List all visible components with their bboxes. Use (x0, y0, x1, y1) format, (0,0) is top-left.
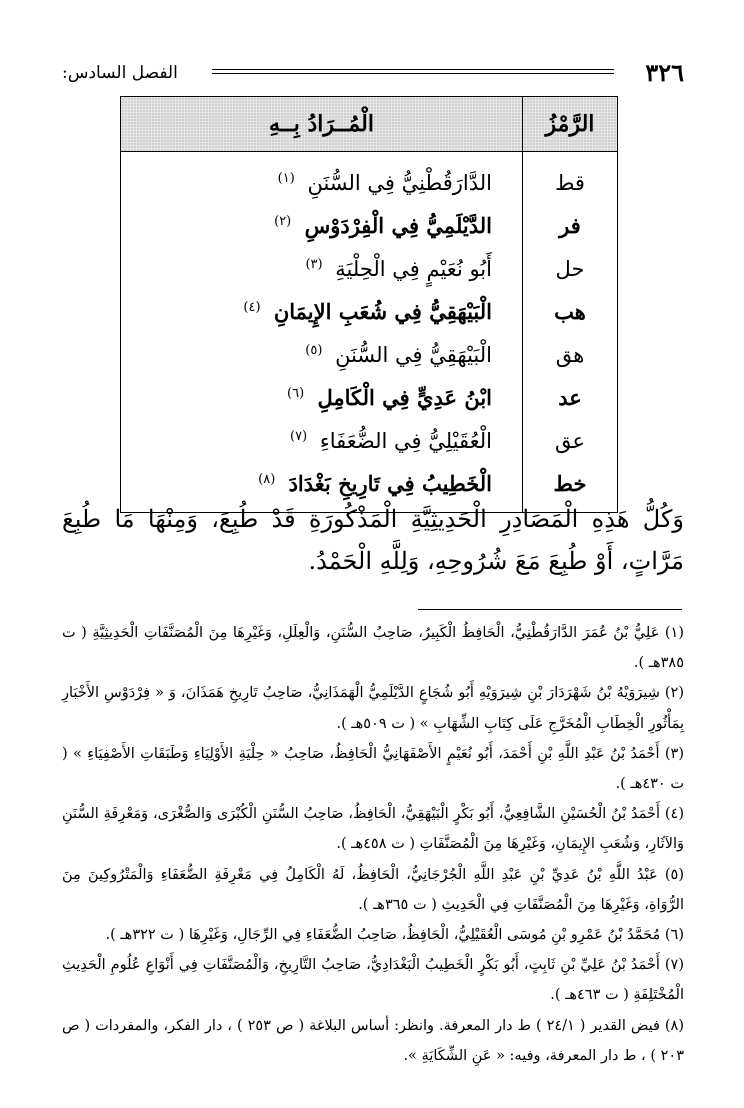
footnote: (٧) أَحْمَدُ بْنُ عَلِيِّ بْنِ ثَابِتٍ، أَبُو بَكْرٍ الْخَطِيبُ الْبَغْدَادِيُّ، صَاحِبُ التَّارِيخِ، وَالْمُصَنَّفَاتِ فِي أَنْوَاعِ عُلُومِ الْحَدِيثِ الْمُخْتَلِفَةِ ( ت ٤٦٣هـ ). (62, 957, 684, 1004)
symbols-table (120, 96, 618, 513)
table-row (121, 204, 618, 247)
footnote-ref[interactable]: (٣) (305, 256, 323, 272)
symbol-meaning-text: أَبُو نُعَيْمٍ فِي الْحِلْيَةِ (335, 256, 492, 281)
footnote: (٣) أَحْمَدُ بْنُ عَبْدِ اللَّهِ بْنِ أَحْمَدَ، أَبُو نُعَيْمٍ الأَصْفَهَانِيُّ الْحَافِظُ، صَاحِبُ « حِلْيَةِ الأَوْلِيَاءِ وَطَبَقَاتِ الأَصْفِيَاءِ » ( ت ٤٣٠هـ ). (62, 745, 684, 793)
footnote: (٢) شِيرَوَيْهُ بْنُ شَهْرَدَارَ بْنِ شِيرَوَيْهِ أَبُو شُجَاعٍ الدَّيْلَمِيُّ الْهَمَذَانِيُّ، صَاحِبُ تَارِيخِ هَمَذَانَ، وَ « فِرْدَوْسِ الأَخْبَارِ بِمَأْثُورِ الْخِطَابِ الْمُخَرَّجِ عَلَى كِتَابِ الشِّهَابِ » ( ت ٥٠٩هـ ). (62, 685, 684, 732)
symbol-meaning-text: الدَّيْلَمِيُّ فِي الْفِرْدَوْسِ (304, 213, 492, 238)
table-row (121, 376, 618, 419)
column-header-code: الرَّمْزُ (523, 97, 618, 152)
symbol-meaning (121, 152, 523, 205)
column-header-meaning: الْمُــرَادُ بِــهِ (121, 97, 523, 152)
symbol-code: خط (523, 462, 618, 513)
chapter-title: الفصل السادس: (62, 63, 178, 83)
footnote-ref[interactable]: (٦) (287, 386, 305, 401)
symbol-code: قط (523, 152, 618, 205)
symbol-meaning-text: الْخَطِيبُ فِي تَارِيخِ بَغْدَادَ (288, 471, 492, 496)
page-header (62, 58, 684, 88)
symbol-meaning (121, 247, 523, 290)
symbol-meaning (121, 204, 523, 247)
symbol-code: هق (523, 333, 618, 376)
symbol-meaning-text: ابْنُ عَدِيٍّ فِي الْكَامِلِ (317, 385, 492, 410)
symbol-meaning-text: الْبَيْهَقِيُّ فِي السُّنَنِ (335, 342, 492, 367)
symbol-code: هب (523, 290, 618, 333)
footnote-ref[interactable]: (٨) (258, 472, 276, 487)
table-row (121, 419, 618, 462)
symbol-code: حل (523, 247, 618, 290)
footnote: (٦) مُحَمَّدُ بْنُ عَمْرِو بْنِ مُوسَى الْعُقَيْلِيُّ، الْحَافِظُ، صَاحِبُ الضُّعَفَاءِ فِي الرِّجَالِ، وَغَيْرِهَا ( ت ٣٢٢هـ ). (105, 927, 684, 944)
table-row (121, 247, 618, 290)
symbol-code: عد (523, 376, 618, 419)
symbol-code: عق (523, 419, 618, 462)
main-paragraph: وَكُلُّ هَذِهِ الْمَصَادِرِ الْحَدِيثِيَّةِ الْمَذْكُورَةِ قَدْ طُبِعَ، وَمِنْهَا مَا طُبِعَ مَرَّاتٍ، أَوْ طُبِعَ مَعَ شُرُوحِهِ، وَلِلَّهِ الْحَمْدُ. (62, 505, 684, 575)
footnote: (٥) عَبْدُ اللَّهِ بْنُ عَدِيِّ بْنِ عَبْدِ اللَّهِ الْجُرْجَانِيُّ، الْحَافِظُ، لَهُ الْكَامِلُ فِي مَعْرِفَةِ الضُّعَفَاءِ وَالْمَتْرُوكِينَ مِنَ الرُّوَاةِ، وَغَيْرِهَا مِنَ الْمُصَنَّفَاتِ فِي الْحَدِيثِ ( ت ٣٦٥هـ ). (62, 866, 684, 913)
footnote-ref[interactable]: (٢) (274, 214, 292, 229)
footnote: (٤) أَحْمَدُ بْنُ الْحُسَيْنِ الشَّافِعِيُّ، أَبُو بَكْرٍ الْبَيْهَقِيُّ، الْحَافِظُ، صَاحِبُ السُّنَنِ الْكُبْرَى وَالصُّغْرَى، وَمَعْرِفَةِ السُّنَنِ وَالآثَارِ، وَشُعَبِ الإِيمَانِ، وَغَيْرِهَا مِنَ الْمُصَنَّفَاتِ ( ت ٤٥٨هـ ). (62, 806, 684, 853)
footnote: (١) عَلِيُّ بْنُ عُمَرَ الدَّارَقُطْنِيُّ، الْحَافِظُ الْكَبِيرُ، صَاحِبُ السُّنَنِ، وَالْعِلَلِ، وَغَيْرِهَا مِنَ الْمُصَنَّفَاتِ الْحَدِيثِيَّةِ ( ت ٣٨٥هـ ). (62, 625, 684, 672)
symbol-meaning (121, 290, 523, 333)
table-row (121, 152, 618, 205)
footnote-ref[interactable]: (٥) (305, 342, 323, 358)
symbol-meaning-text: الْبَيْهَقِيُّ فِي شُعَبِ الإِيمَانِ (273, 299, 492, 324)
symbol-code: فر (523, 204, 618, 247)
footnote-separator (418, 609, 682, 610)
table-row (121, 333, 618, 376)
footnote: (٨) فيض القدير ( ٢٤/١ ) ط دار المعرفة. وانظر: أساس البلاغة ( ص ٢٥٣ ) ، دار الفكر، والمفردات ( ص ٢٠٣ ) ، ط دار المعرفة، وفيه: « عَنِ الشِّكَايَةِ ». (62, 1017, 685, 1064)
symbol-meaning (121, 333, 523, 376)
page-number: ٣٢٦ (645, 58, 684, 87)
header-rule (212, 69, 614, 74)
symbol-meaning (121, 376, 523, 419)
symbol-meaning-text: الدَّارَقُطْنِيُّ فِي السُّنَنِ (307, 170, 492, 195)
footnote-ref[interactable]: (٤) (243, 300, 261, 315)
table-header-row (121, 97, 618, 152)
footnotes (62, 618, 684, 1071)
symbol-meaning-text: الْعُقَيْلِيُّ فِي الضُّعَفَاءِ (319, 428, 492, 453)
symbol-meaning (121, 419, 523, 462)
footnote-ref[interactable]: (١) (277, 170, 295, 186)
footnote-ref[interactable]: (٧) (290, 428, 308, 444)
table-row (121, 290, 618, 333)
